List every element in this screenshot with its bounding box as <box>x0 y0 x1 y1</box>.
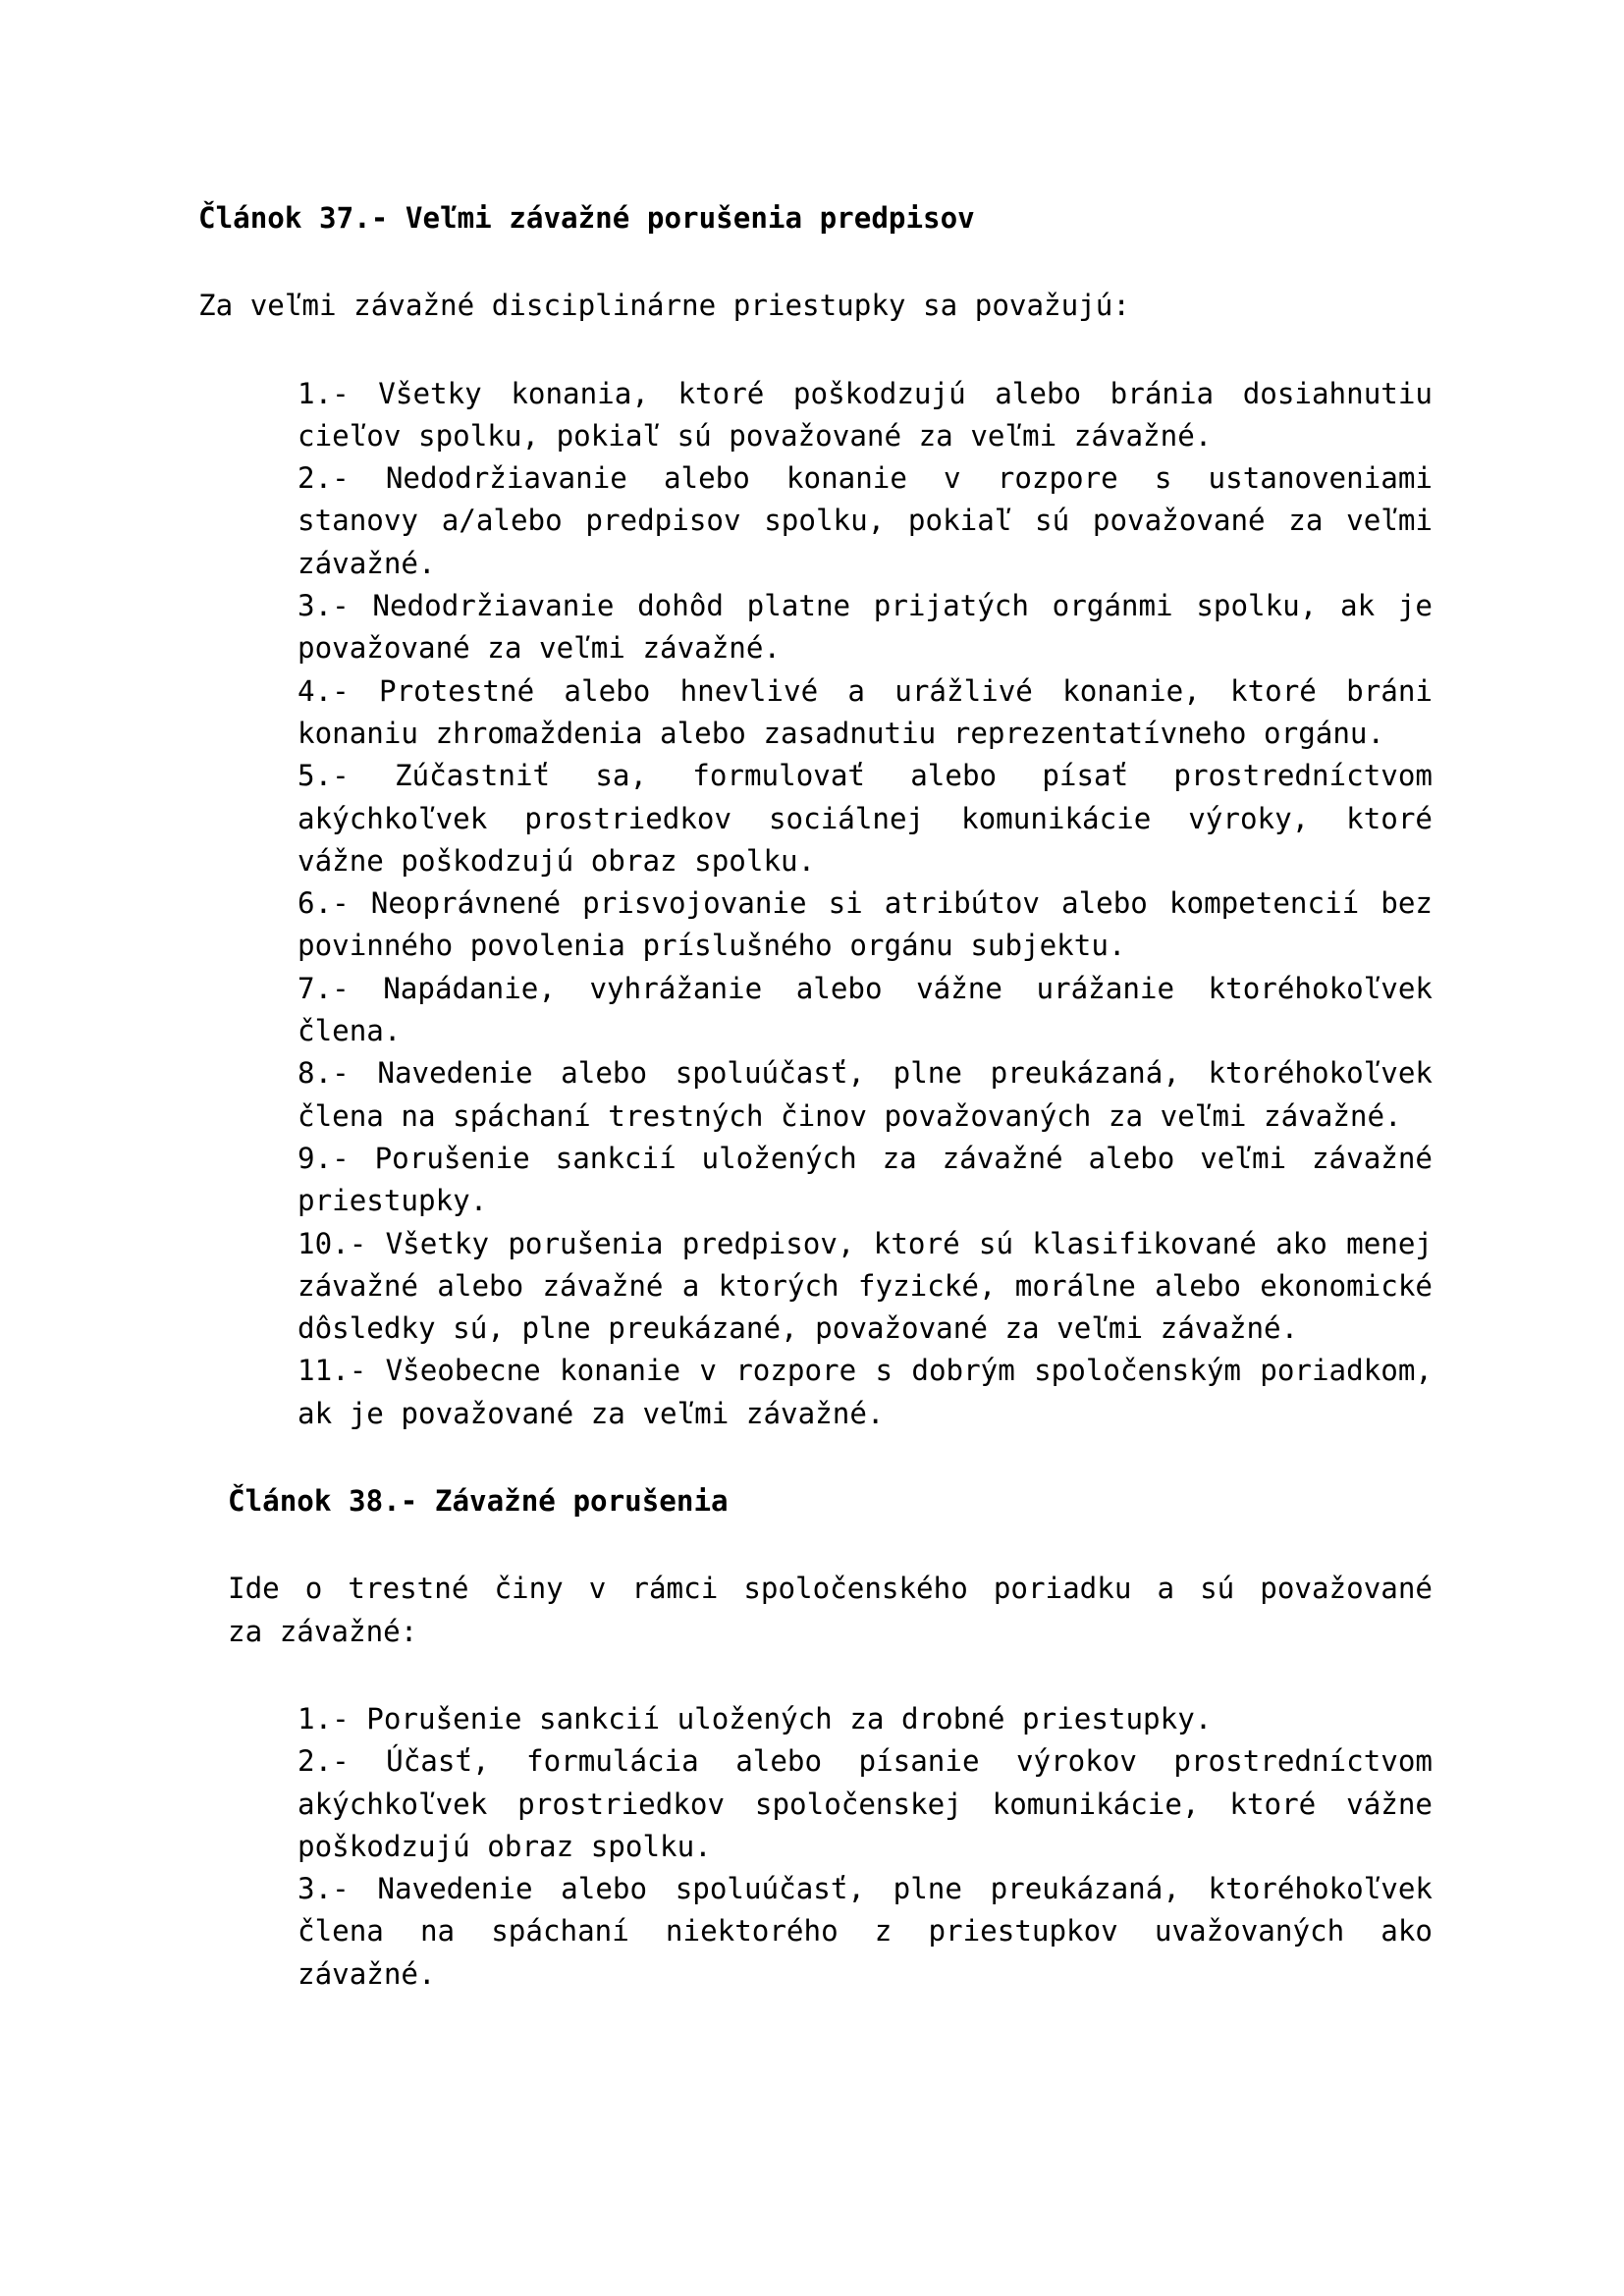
list-item-line: akýchkoľvek prostriedkov spoločenskej komunikácie, ktoré vážne <box>298 1787 1433 1821</box>
list-item-line: 8.- Navedenie alebo spoluúčasť, plne preukázaná, ktoréhokoľvek <box>298 1056 1433 1091</box>
list-item <box>298 1138 1433 1223</box>
list-item-line: dôsledky sú, plne preukázané, považované za veľmi závažné. <box>298 1311 1299 1346</box>
article-38-intro <box>228 1568 1433 1653</box>
list-item-line: priestupky. <box>298 1184 488 1218</box>
list-item-line: akýchkoľvek prostriedkov sociálnej komunikácie výroky, ktoré <box>298 801 1433 835</box>
article-38-heading: Článok 38.- Závažné porušenia <box>228 1484 729 1519</box>
paragraph-line: Ide o trestné činy v rámci spoločenského poriadku a sú považované <box>228 1572 1433 1606</box>
list-item-line: vážne poškodzujú obraz spolku. <box>298 843 816 878</box>
article-37-list <box>298 373 1433 1435</box>
section-article-37 <box>198 197 1433 1435</box>
list-item-line: konaniu zhromaždenia alebo zasadnutiu reprezentatívneho orgánu. <box>298 716 1385 750</box>
list-item-line: závažné alebo závažné a ktorých fyzické, morálne alebo ekonomické <box>298 1268 1433 1303</box>
list-item-line: 1.- Všetky konania, ktoré poškodzujú alebo bránia dosiahnutiu <box>298 376 1433 410</box>
list-item-line: člena na spáchaní trestných činov považovaných za veľmi závažné. <box>298 1098 1402 1133</box>
article-37-heading: Článok 37.- Veľmi závažné porušenia predpisov <box>198 201 975 235</box>
list-item-line: ak je považované za veľmi závažné. <box>298 1396 885 1430</box>
list-item <box>298 755 1433 882</box>
list-item <box>298 373 1433 458</box>
list-item-line: poškodzujú obraz spolku. <box>298 1829 712 1863</box>
list-item <box>298 1698 1433 1740</box>
list-item <box>298 882 1433 968</box>
list-item <box>298 968 1433 1053</box>
list-item-line: 9.- Porušenie sankcií uložených za závažné alebo veľmi závažné <box>298 1141 1433 1175</box>
paragraph-line: Za veľmi závažné disciplinárne priestupky sa považujú: <box>198 289 1130 323</box>
list-item-line: člena. <box>298 1014 402 1048</box>
list-item-line: 1.- Porušenie sankcií uložených za drobné priestupky. <box>298 1701 1213 1735</box>
list-item-line: závažné. <box>298 546 436 580</box>
list-item-line: 11.- Všeobecne konanie v rozpore s dobrým spoločenským poriadkom, <box>298 1354 1433 1388</box>
list-item <box>298 1052 1433 1138</box>
section-article-38 <box>198 1480 1433 1996</box>
list-item-line: 3.- Navedenie alebo spoluúčasť, plne preukázaná, ktoréhokoľvek <box>298 1872 1433 1906</box>
list-item-line: závažné. <box>298 1956 436 1991</box>
list-item-line: 2.- Nedodržiavanie alebo konanie v rozpore s ustanoveniami <box>298 461 1433 496</box>
list-item-line: člena na spáchaní niektorého z priestupkov uvažovaných ako <box>298 1914 1433 1949</box>
paragraph-line: za závažné: <box>228 1614 418 1648</box>
list-item <box>298 457 1433 585</box>
list-item <box>298 1868 1433 1996</box>
list-item-line: cieľov spolku, pokiaľ sú považované za veľmi závažné. <box>298 418 1213 453</box>
list-item <box>298 1223 1433 1351</box>
list-item-line: 6.- Neoprávnené prisvojovanie si atribútov alebo kompetencií bez <box>298 886 1433 921</box>
list-item-line: 10.- Všetky porušenia predpisov, ktoré sú klasifikované ako menej <box>298 1226 1433 1260</box>
list-item-line: 4.- Protestné alebo hnevlivé a urážlivé konanie, ktoré bráni <box>298 673 1433 708</box>
article-37-intro <box>198 285 1433 327</box>
list-item-line: 5.- Zúčastniť sa, formulovať alebo písať prostredníctvom <box>298 759 1433 793</box>
list-item-line: 7.- Napádanie, vyhrážanie alebo vážne urážanie ktoréhokoľvek <box>298 971 1433 1005</box>
list-item <box>298 1740 1433 1868</box>
list-item <box>298 1350 1433 1435</box>
list-item <box>298 670 1433 756</box>
list-item-line: 3.- Nedodržiavanie dohôd platne prijatých orgánmi spolku, ak je <box>298 589 1433 623</box>
list-item-line: považované za veľmi závažné. <box>298 631 782 666</box>
list-item-line: stanovy a/alebo predpisov spolku, pokiaľ sú považované za veľmi <box>298 504 1433 538</box>
list-item-line: 2.- Účasť, formulácia alebo písanie výrokov prostredníctvom <box>298 1744 1433 1779</box>
list-item-line: povinného povolenia príslušného orgánu subjektu. <box>298 929 1126 963</box>
list-item <box>298 585 1433 670</box>
article-38-list <box>298 1698 1433 1996</box>
